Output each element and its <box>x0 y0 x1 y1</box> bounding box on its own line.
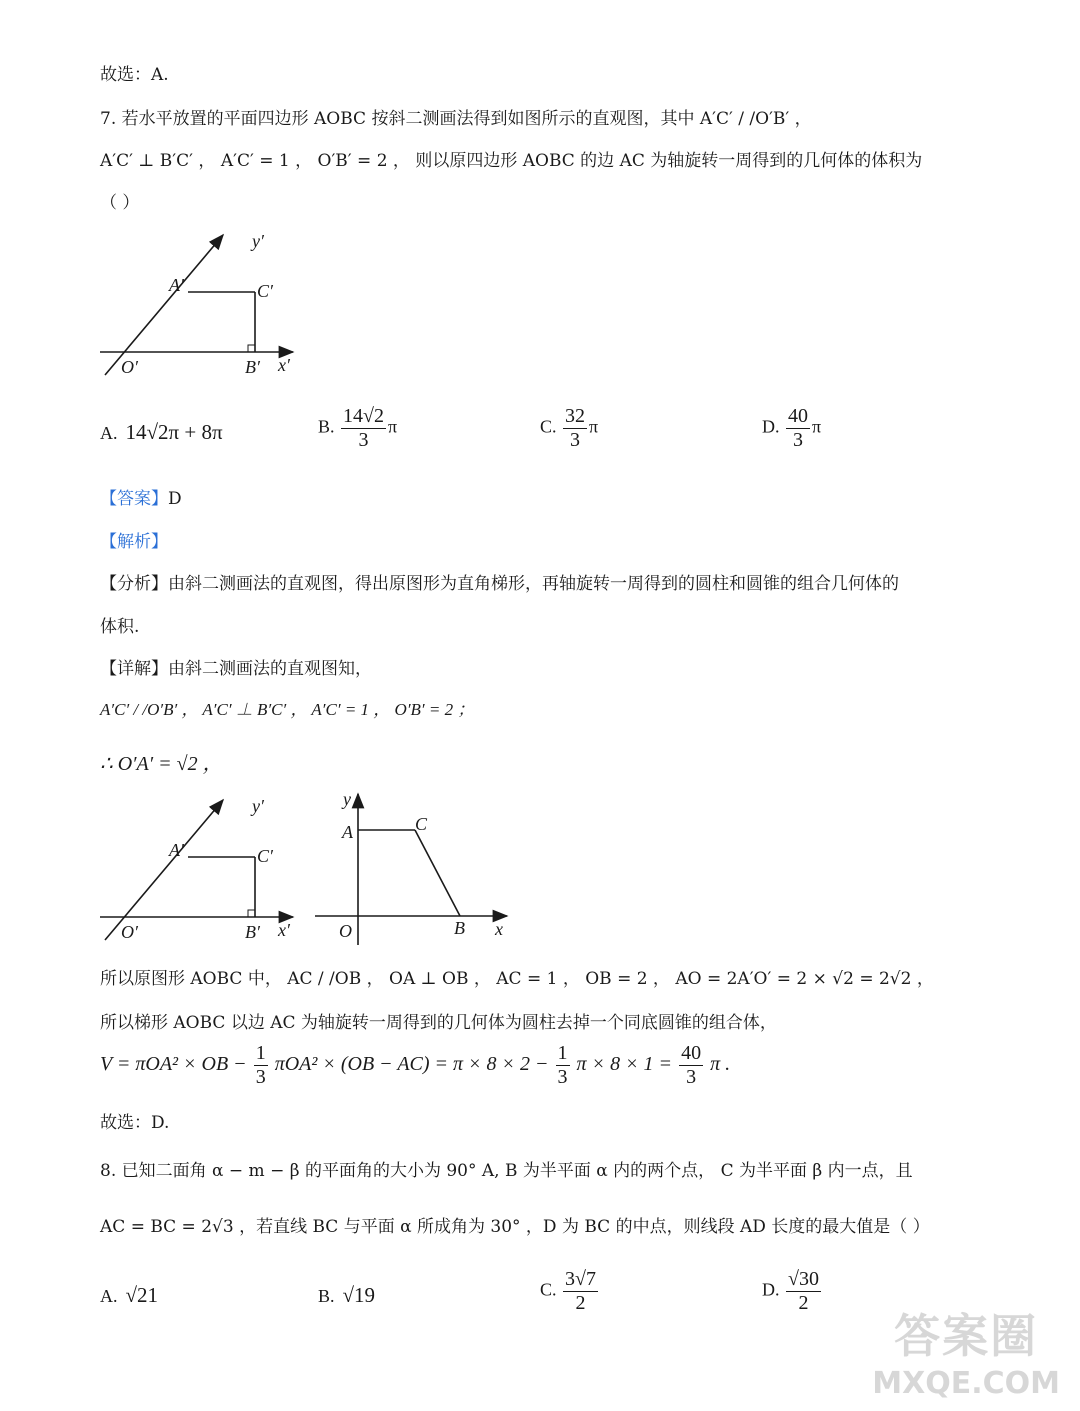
volume-formula: V = πOA² × OB − $\frac{1}{3}$ πOA² × (OB − AC) = π × 8 × 2 − $\frac{1}{3}$ π × 8 × 1 = $\frac{40}{3}$ π . <box>100 1042 731 1088</box>
watermark <box>872 1300 1060 1401</box>
answer-line <box>100 484 182 509</box>
label-o-prime-2: O′ <box>121 922 138 942</box>
label-a: A <box>342 822 353 842</box>
q8-option-b: B. √19 <box>318 1283 376 1307</box>
given-line: A′C′ / /O′B′ ， A′C′ ⊥ B′C′ ， A′C′ = 1 ， O′B′ = 2 ； <box>100 700 475 719</box>
label-y-prime: y′ <box>252 231 264 251</box>
label-x-prime: x′ <box>278 355 290 375</box>
fenxi-line1: 【分析】由斜二测画法的直观图，得出原图形为直角梯形，再轴旋转一周得到的圆柱和圆锥的组合几何体的 <box>100 574 899 594</box>
q7-option-b: B. $\frac{14√2}{3}$ π <box>318 405 398 451</box>
watermark-line2: MXQE.COM <box>872 1366 1060 1401</box>
previous-answer: 故选：A. <box>100 65 169 85</box>
answer-value: D <box>168 489 182 509</box>
label-c: C <box>415 814 428 834</box>
label-y: y <box>343 790 351 809</box>
label-o: O <box>339 921 352 941</box>
q7-final: 故选：D. <box>100 1113 170 1133</box>
orig-line2: 所以梯形 AOBC 以边 AC 为轴旋转一周得到的几何体为圆柱去掉一个同底圆锥的组合体， <box>100 1013 777 1033</box>
label-c-prime-2: C′ <box>257 846 273 866</box>
q7-stem-line2: A′C′ ⊥ B′C′ ， A′C′ = 1 ， O′B′ = 2 ， 则以原四边形 AOBC 的边 AC 为轴旋转一周得到的几何体的体积为 <box>100 151 923 171</box>
answer-tag: 【答案】 <box>100 489 168 509</box>
fenxi-line2: 体积. <box>100 617 140 637</box>
solution-oblique-figure <box>95 790 310 950</box>
q8-stem-line2: AC = BC = 2√3 ，若直线 BC 与平面 α 所成角为 30° ，D 为 BC 的中点，则线段 AD 长度的最大值是（ ） <box>100 1217 930 1237</box>
watermark-line1: 答案圈 <box>894 1309 1039 1363</box>
therefore-line: ∴ O′A′ = √2 ， <box>100 753 223 775</box>
q7-option-a: A. 14√2π + 8π <box>100 420 223 444</box>
label-a-prime: A′ <box>169 275 184 295</box>
q7-option-c: C. $\frac{32}{3}$ π <box>540 405 599 451</box>
solution-original-figure <box>315 790 515 950</box>
q7-option-d: D. $\frac{40}{3}$ π <box>762 405 822 451</box>
q8-option-d: D. $\frac{√30}{2}$ <box>762 1268 819 1314</box>
q8-option-c: C. $\frac{3√7}{2}$ <box>540 1268 596 1314</box>
label-b: B <box>454 918 465 938</box>
analysis-tag: 【解析】 <box>100 532 168 552</box>
orig-line1: 所以原图形 AOBC 中， AC / /OB ， OA ⊥ OB ， AC = 1 ， OB = 2 ， AO = 2A′O′ = 2 × √2 = 2√2 ， <box>100 969 934 989</box>
label-x: x <box>495 919 503 939</box>
q8-stem-line1: 8. 已知二面角 α − m − β 的平面角的大小为 90° A, B 为半平面 α 内的两个点， C 为半平面 β 内一点，且 <box>100 1161 913 1181</box>
q7-stem-line1: 7. 若水平放置的平面四边形 AOBC 按斜二测画法得到如图所示的直观图，其中 A′C′ / /O′B′ ， <box>100 109 812 129</box>
label-o-prime: O′ <box>121 357 138 377</box>
q7-paren: （ ） <box>100 193 140 213</box>
xiangjie-line: 【详解】由斜二测画法的直观图知， <box>100 659 372 679</box>
label-y-prime-2: y′ <box>252 796 264 816</box>
label-b-prime: B′ <box>245 357 260 377</box>
label-c-prime: C′ <box>257 281 273 301</box>
label-x-prime-2: x′ <box>278 920 290 940</box>
label-b-prime-2: B′ <box>245 922 260 942</box>
q7-oblique-figure <box>95 225 310 385</box>
label-a-prime-2: A′ <box>169 840 184 860</box>
q8-option-a: A. √21 <box>100 1283 159 1307</box>
